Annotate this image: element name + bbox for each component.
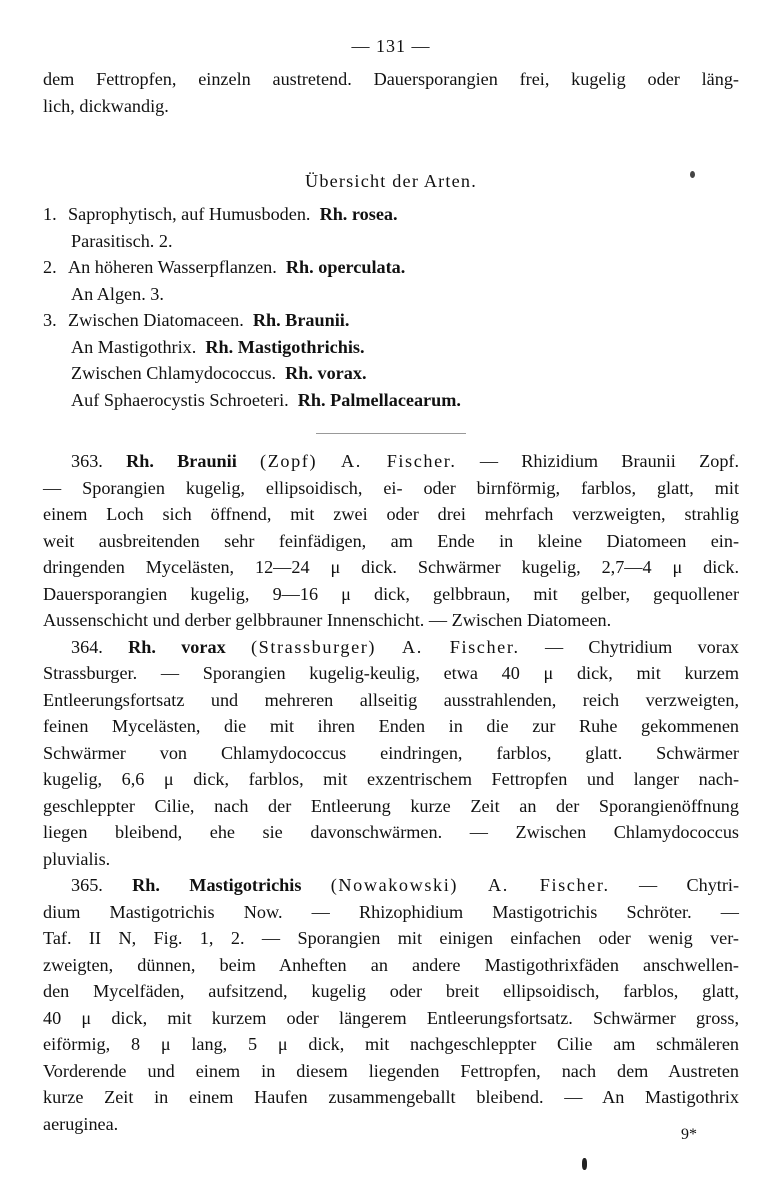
- text-line: [43, 634, 739, 661]
- text-line: Entleerungsfortsatz und mehreren allseitig ausstrahlenden, reich verzweigten,: [43, 689, 739, 710]
- key-species-name: Rh. Mastigothrichis.: [205, 336, 365, 357]
- key-row: [43, 281, 739, 308]
- text-line: Strassburger. — Sporangien kugelig-keulig, etwa 40 μ dick, mit kurzem: [43, 663, 739, 683]
- species-number: 363.: [71, 451, 103, 471]
- key-species-name: Rh. rosea.: [319, 204, 398, 224]
- key-text: Auf Sphaerocystis Schroeteri.: [71, 389, 289, 410]
- signature-mark: 9*: [681, 1126, 697, 1143]
- text-line: Schwärmer von Chlamydococcus eindringen, farblos, glatt. Schwärmer: [43, 742, 739, 763]
- text-line: pluvialis.: [43, 848, 111, 869]
- key-species-name: Rh. Palmellacearum.: [297, 389, 461, 410]
- synonym-text: — Rhizidium Braunii Zopf.: [456, 451, 740, 471]
- key-text: Zwischen Diatomaceen.: [68, 310, 244, 330]
- key-number: 3.: [43, 310, 57, 330]
- key-text: An Mastigothrix.: [71, 336, 197, 357]
- key-text: An höheren Wasserpflanzen.: [68, 257, 277, 277]
- text-line: kugelig, 6,6 μ dick, farblos, mit exzentrischem Fettropfen und langer nach-: [43, 769, 739, 789]
- species-entry-365: [43, 872, 739, 1137]
- key-number: 2.: [43, 257, 57, 277]
- text-line: dium Mastigotrichis Now. — Rhizophidium Mastigotrichis Schröter. —: [43, 901, 739, 922]
- text-line: Aussenschicht und derber gelbbrauner Innenschicht. — Zwischen Diatomeen.: [43, 610, 612, 630]
- key-row: [43, 201, 739, 228]
- text-line: feinen Mycelästen, die mit ihren Enden in die zur Ruhe gekommenen: [43, 716, 739, 736]
- text-line: zweigten, dünnen, beim Anheften an andere Mastigothrixfäden anschwellen-: [43, 954, 739, 975]
- text-line: dringenden Mycelästen, 12—24 μ dick. Schwärmer kugelig, 2,7—4 μ dick.: [43, 557, 739, 577]
- text-line: — Sporangien kugelig, ellipsoidisch, ei- oder birnförmig, farblos, glatt, mit: [43, 477, 739, 498]
- key-species-name: Rh. Braunii.: [252, 310, 350, 330]
- species-author: (Nowakowski) A. Fischer.: [330, 875, 610, 895]
- key-row: [43, 360, 739, 387]
- species-name: Rh. Braunii: [126, 451, 237, 471]
- species-entry-364: [43, 634, 739, 873]
- key-heading: Übersicht der Arten.: [305, 171, 477, 191]
- key-number: 1.: [43, 204, 57, 224]
- species-name: Rh. vorax: [128, 636, 226, 657]
- key-row: [43, 387, 739, 414]
- text-line: geschleppter Cilie, nach der Entleerung kurze Zeit an der Sporangienöffnung: [43, 795, 739, 816]
- text-line: liegen bleibend, ehe sie davonschwärmen. — Zwischen Chlamydococcus: [43, 822, 739, 842]
- text-line: den Mycelfäden, aufsitzend, kugelig oder breit ellipsoidisch, farblos, glatt,: [43, 981, 739, 1001]
- text-line: Taf. II N, Fig. 1, 2. — Sporangien mit einigen einfachen oder wenig ver-: [43, 928, 739, 948]
- text-line: Dauersporangien kugelig, 9—16 μ dick, gelbbraun, mit gelber, gequollener: [43, 583, 739, 604]
- synonym-text: — Chytri-: [609, 875, 740, 895]
- text-line: [43, 448, 739, 475]
- species-name: Rh. Mastigotrichis: [132, 875, 302, 895]
- page-number: — 131 —: [351, 36, 431, 56]
- ink-speck: [582, 1158, 587, 1170]
- text-line: Vorderende und einem in diesem liegenden Fettropfen, nach dem Austreten: [43, 1060, 739, 1081]
- key-text: Parasitisch. 2.: [71, 230, 173, 251]
- species-key: [43, 201, 739, 413]
- key-row: [43, 254, 739, 281]
- key-text: Zwischen Chlamydococcus.: [71, 363, 277, 383]
- key-row: [43, 228, 739, 255]
- key-text: An Algen. 3.: [71, 283, 164, 304]
- text-line: eiförmig, 8 μ lang, 5 μ dick, mit nachgeschleppter Cilie am schmäleren: [43, 1034, 739, 1054]
- key-species-name: Rh. vorax.: [285, 363, 367, 383]
- ink-speck: [690, 171, 695, 178]
- species-entry-363: [43, 448, 739, 634]
- text-line: [43, 872, 739, 899]
- text-line: weit ausbreitenden sehr feinfädigen, am Ende in kleine Diatomeen ein-: [43, 530, 739, 551]
- species-author: (Zopf) A. Fischer.: [260, 451, 457, 471]
- key-species-name: Rh. operculata.: [285, 257, 406, 277]
- text-line: kurze Zeit in einem Haufen zusammengeballt bleibend. — An Mastigothrix: [43, 1087, 739, 1107]
- species-number: 364.: [71, 636, 103, 657]
- intro-paragraph: [43, 66, 739, 119]
- key-row: [43, 334, 739, 361]
- text-line: dem Fettropfen, einzeln austretend. Dauersporangien frei, kugelig oder läng-: [43, 69, 739, 89]
- page: [43, 32, 739, 1192]
- section-divider: [316, 433, 466, 434]
- text-line: aeruginea.: [43, 1113, 119, 1134]
- text-line: 40 μ dick, mit kurzem oder längerem Entleerungsfortsatz. Schwärmer gross,: [43, 1007, 739, 1028]
- key-text: Saprophytisch, auf Humusboden.: [68, 204, 311, 224]
- text-line: lich, dickwandig.: [43, 95, 169, 116]
- species-number: 365.: [71, 875, 103, 895]
- species-author: (Strassburger) A. Fischer.: [250, 636, 520, 657]
- text-line: einem Loch sich öffnend, mit zwei oder drei mehrfach verzweigten, strahlig: [43, 504, 739, 524]
- key-row: [43, 307, 739, 334]
- synonym-text: — Chytridium vorax: [519, 636, 739, 657]
